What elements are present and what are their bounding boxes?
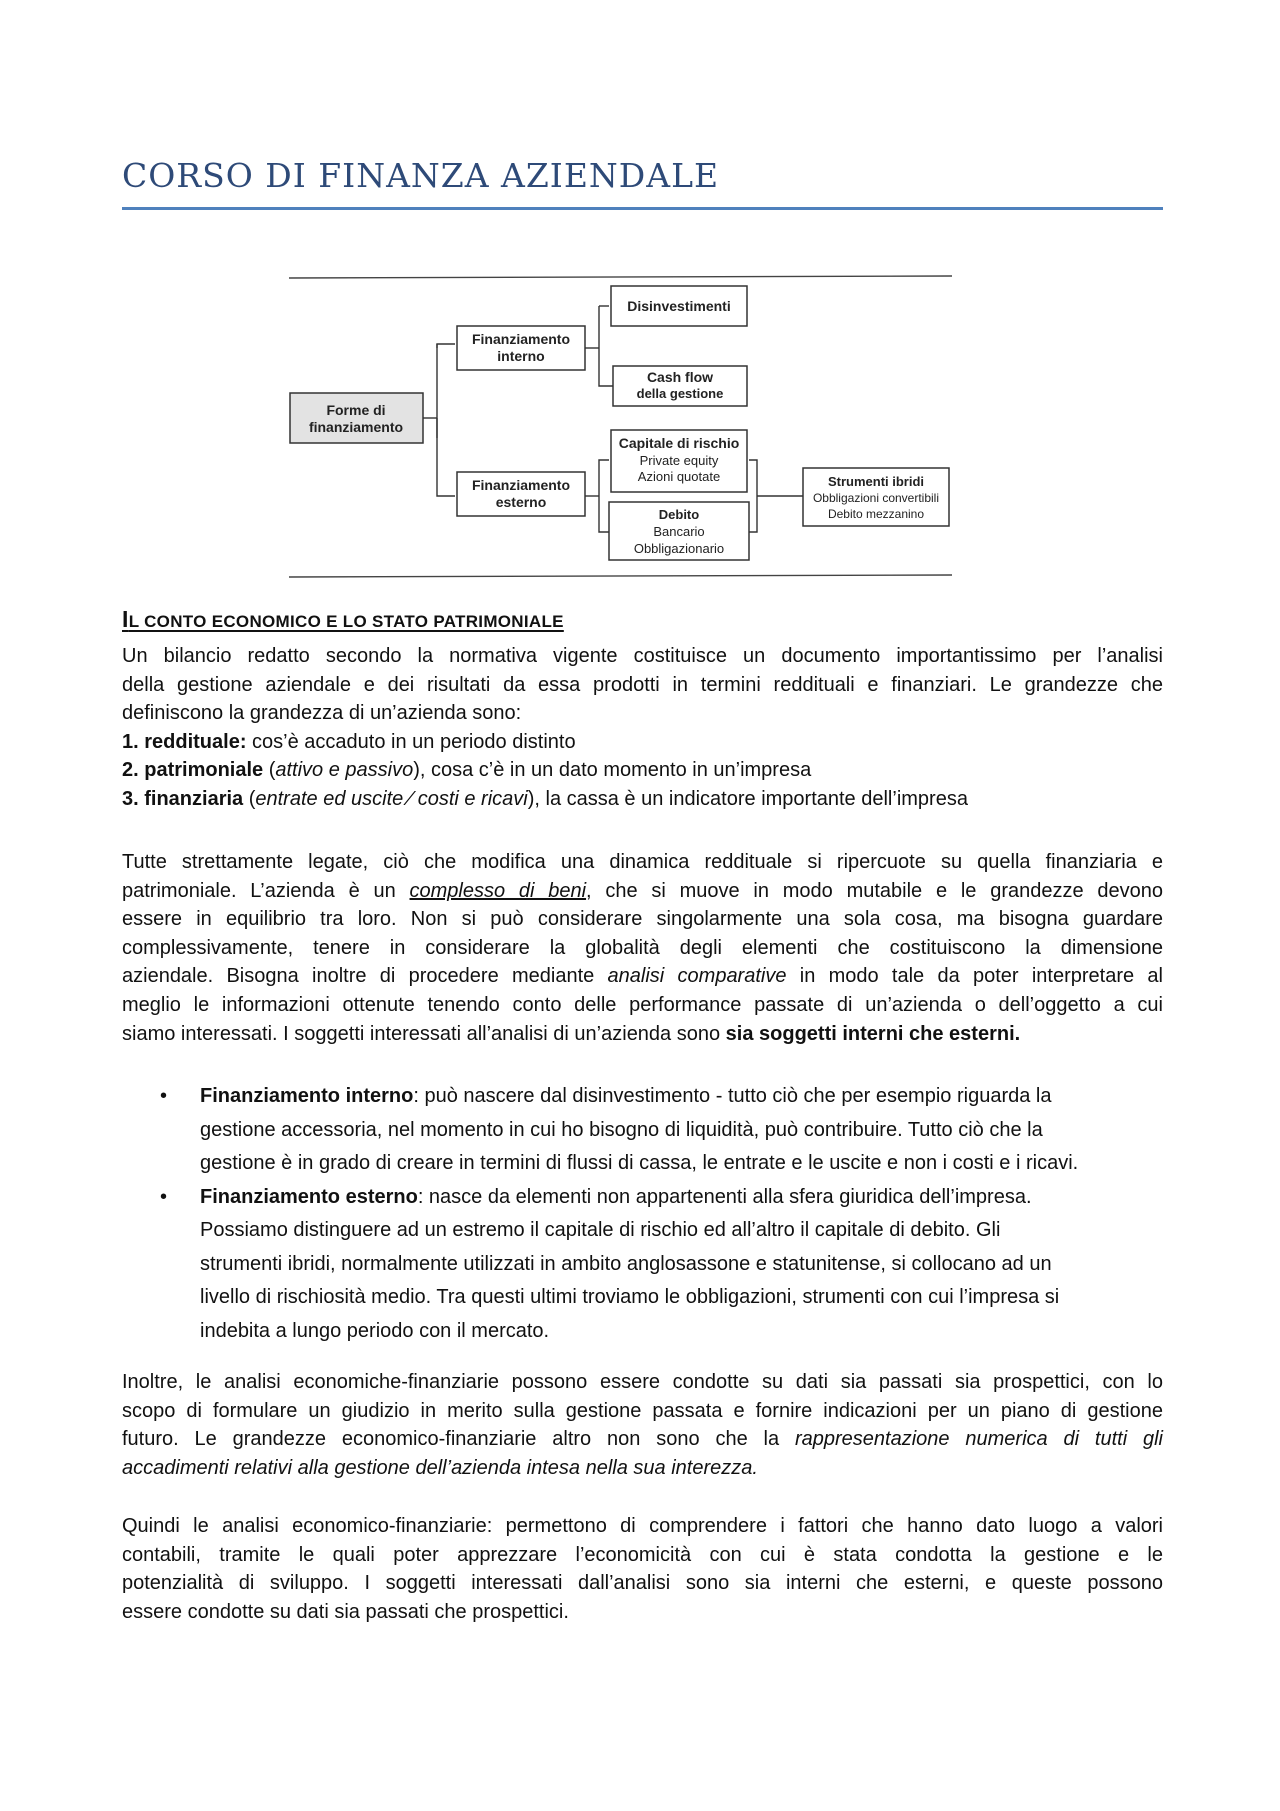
- bullet-finanziamento-interno: [122, 1080, 1163, 1181]
- hybrid-label: Strumenti ibridi: [827, 474, 925, 489]
- document-title: CORSO DI FINANZA AZIENDALE: [122, 156, 720, 195]
- bullet-finanziamento-esterno: [122, 1181, 1163, 1349]
- internal-label-1: Finanziamento: [471, 331, 571, 347]
- item-text: ), cosa c’è in un dato momento in un’impresa: [413, 759, 812, 782]
- list-item-patrimoniale: [122, 756, 1163, 785]
- paragraph-dinamiche: [122, 848, 1163, 1048]
- text-line: potenzialità di sviluppo. I soggetti interessati dall’analisi sono sia interni che esterni, e queste possono: [122, 1572, 1163, 1595]
- item-text: (: [263, 759, 276, 782]
- cash-flow-label-2: della gestione: [636, 386, 724, 401]
- text-run: : può nascere dal disinvestimento - tutto ciò che per esempio riguarda la: [413, 1085, 1052, 1107]
- text-line: [122, 1454, 1163, 1483]
- bullet-icon: •: [160, 1085, 168, 1107]
- root-label-2: finanziamento: [308, 419, 404, 435]
- text-run: futuro. Le grandezze economico-finanziarie altro non sono che la: [122, 1428, 795, 1451]
- bold-term: sia soggetti interni che esterni.: [725, 1022, 1021, 1045]
- item-italic: entrate ed uscite ⁄ costi e ricavi: [255, 787, 528, 810]
- item-text: cos’è accaduto in un periodo distinto: [246, 730, 576, 753]
- item-label: 3. finanziaria: [122, 787, 244, 810]
- financing-forms-diagram: [287, 270, 967, 580]
- item-label: 2. patrimoniale: [122, 759, 264, 782]
- bullet-label: Finanziamento interno: [200, 1085, 414, 1107]
- item-label: 1. reddituale:: [122, 730, 247, 753]
- text-line: complessivamente, tenere in considerare la globalità degli elementi che costituiscono la dimensione: [122, 936, 1163, 959]
- bullet-line: gestione è in grado di creare in termini di flussi di cassa, le entrate e le uscite e non i costi e i ricavi.: [200, 1152, 1079, 1174]
- item-text: ), la cassa è un indicatore importante dell’impresa: [527, 787, 968, 810]
- divestments-label: Disinvestimenti: [627, 298, 731, 314]
- item-italic: attivo e passivo: [275, 759, 414, 782]
- text-line: [122, 1020, 1163, 1049]
- section-heading: [122, 606, 564, 633]
- bullet-icon: •: [160, 1185, 168, 1208]
- text-line: Tutte strettamente legate, ciò che modifica una dinamica reddituale si ripercuote su quella finanziaria e: [122, 851, 1163, 873]
- text-run: : nasce da elementi non appartenenti alla sfera giuridica dell’impresa.: [417, 1185, 1032, 1208]
- text-run: patrimoniale. L’azienda è un: [122, 879, 410, 902]
- title-divider: [122, 207, 1163, 210]
- hybrid-item-2: Debito mezzanino: [827, 507, 925, 521]
- text-line: Inoltre, le analisi economiche-finanziarie possono essere condotte su dati sia passati sia prospettici, con lo: [122, 1371, 1163, 1393]
- text-run: in modo tale da poter interpretare al: [786, 965, 1163, 988]
- connector-root-bracket-low: [437, 418, 455, 496]
- italic-term: analisi comparative: [607, 965, 787, 988]
- financing-bullet-list: [122, 1080, 1163, 1348]
- text-line: meglio le informazioni ottenute tenendo conto delle performance passate di un’azienda o dell’oggetto a cui: [122, 993, 1163, 1016]
- risk-capital-item-1: Private equity: [639, 453, 719, 468]
- paragraph-analisi: [122, 1368, 1163, 1482]
- text-line: [122, 1425, 1163, 1454]
- text-line: Quindi le analisi economico-finanziarie: permettono di comprendere i fattori che hanno dato luogo a valori: [122, 1515, 1163, 1537]
- debt-item-2: Obbligazionario: [633, 541, 725, 556]
- external-label-2: esterno: [495, 494, 547, 510]
- bullet-line: [200, 1080, 1163, 1114]
- paragraph-bilancio: [122, 642, 1163, 814]
- underlined-term: complesso di beni: [409, 879, 587, 902]
- heading-rest: L CONTO ECONOMICO E LO STATO PATRIMONIALE: [128, 612, 564, 631]
- risk-capital-label: Capitale di rischio: [618, 435, 740, 451]
- diagram-bottom-rule: [289, 575, 952, 577]
- box-forme-di-finanziamento: [290, 393, 423, 443]
- item-text: (: [243, 787, 256, 810]
- text-line: scopo di formulare un giudizio in merito sulla gestione passata e fornire indicazioni per un piano di gestione: [122, 1399, 1163, 1422]
- text-line: definiscono la grandezza di un’azienda sono:: [122, 702, 522, 725]
- text-line: Un bilancio redatto secondo la normativa vigente costituisce un documento importantissimo per l’analisi: [122, 645, 1163, 667]
- text-line: [122, 962, 1163, 991]
- heading-initial: I: [122, 606, 129, 632]
- bullet-line: Possiamo distinguere ad un estremo il capitale di rischio ed all’altro il capitale di debito. Gli: [200, 1219, 1001, 1241]
- connector-hybrid-bracket: [749, 460, 757, 532]
- diagram-top-rule: [289, 276, 952, 278]
- internal-label-2: interno: [497, 348, 545, 364]
- hybrid-item-1: Obbligazioni convertibili: [812, 491, 940, 505]
- text-line: essere condotte su dati sia passati che prospettici.: [122, 1600, 569, 1623]
- bullet-line: indebita a lungo periodo con il mercato.: [200, 1319, 550, 1342]
- list-item-reddituale: [122, 728, 1163, 757]
- text-run: siamo interessati. I soggetti interessati all’analisi di un’azienda sono: [122, 1022, 726, 1045]
- bullet-line: gestione accessoria, nel momento in cui ho bisogno di liquidità, può contribuire. Tutto ciò che la: [200, 1118, 1043, 1141]
- list-item-finanziaria: [122, 785, 1163, 814]
- italic-term: accadimenti relativi alla gestione dell’azienda intesa nella sua interezza.: [122, 1456, 758, 1479]
- debt-item-1: Bancario: [653, 524, 705, 539]
- bullet-line: strumenti ibridi, normalmente utilizzati in ambito anglosassone e statunitense, si collocano ad un: [200, 1252, 1052, 1275]
- connector-root-bracket: [437, 344, 455, 438]
- italic-term: rappresentazione numerica di tutti gli: [794, 1428, 1163, 1451]
- bullet-label: Finanziamento esterno: [200, 1185, 418, 1208]
- text-run: , che si muove in modo mutabile e le grandezze devono: [586, 879, 1163, 902]
- bullet-line: livello di rischiosità medio. Tra questi ultimi troviamo le obbligazioni, strumenti con cui l’impresa si: [200, 1286, 1060, 1308]
- paragraph-conclusione: [122, 1512, 1163, 1626]
- text-line: della gestione aziendale e dei risultati da essa prodotti in termini reddituali e finanziari. Le grandezze che: [122, 673, 1163, 696]
- debt-label: Debito: [658, 507, 700, 522]
- risk-capital-item-2: Azioni quotate: [637, 469, 721, 484]
- root-label-1: Forme di: [326, 402, 386, 418]
- external-label-1: Finanziamento: [471, 477, 571, 493]
- text-line: [122, 877, 1163, 906]
- text-run: aziendale. Bisogna inoltre di procedere mediante: [122, 965, 608, 988]
- bullet-line: [200, 1181, 1163, 1215]
- cash-flow-label-1: Cash flow: [646, 369, 714, 385]
- text-line: contabili, tramite le quali poter apprezzare l’economicità con cui è stata condotta la gestione e le: [122, 1543, 1163, 1566]
- text-line: essere in equilibrio tra loro. Non si può considerare singolarmente una sola cosa, ma bisogna guardare: [122, 908, 1163, 931]
